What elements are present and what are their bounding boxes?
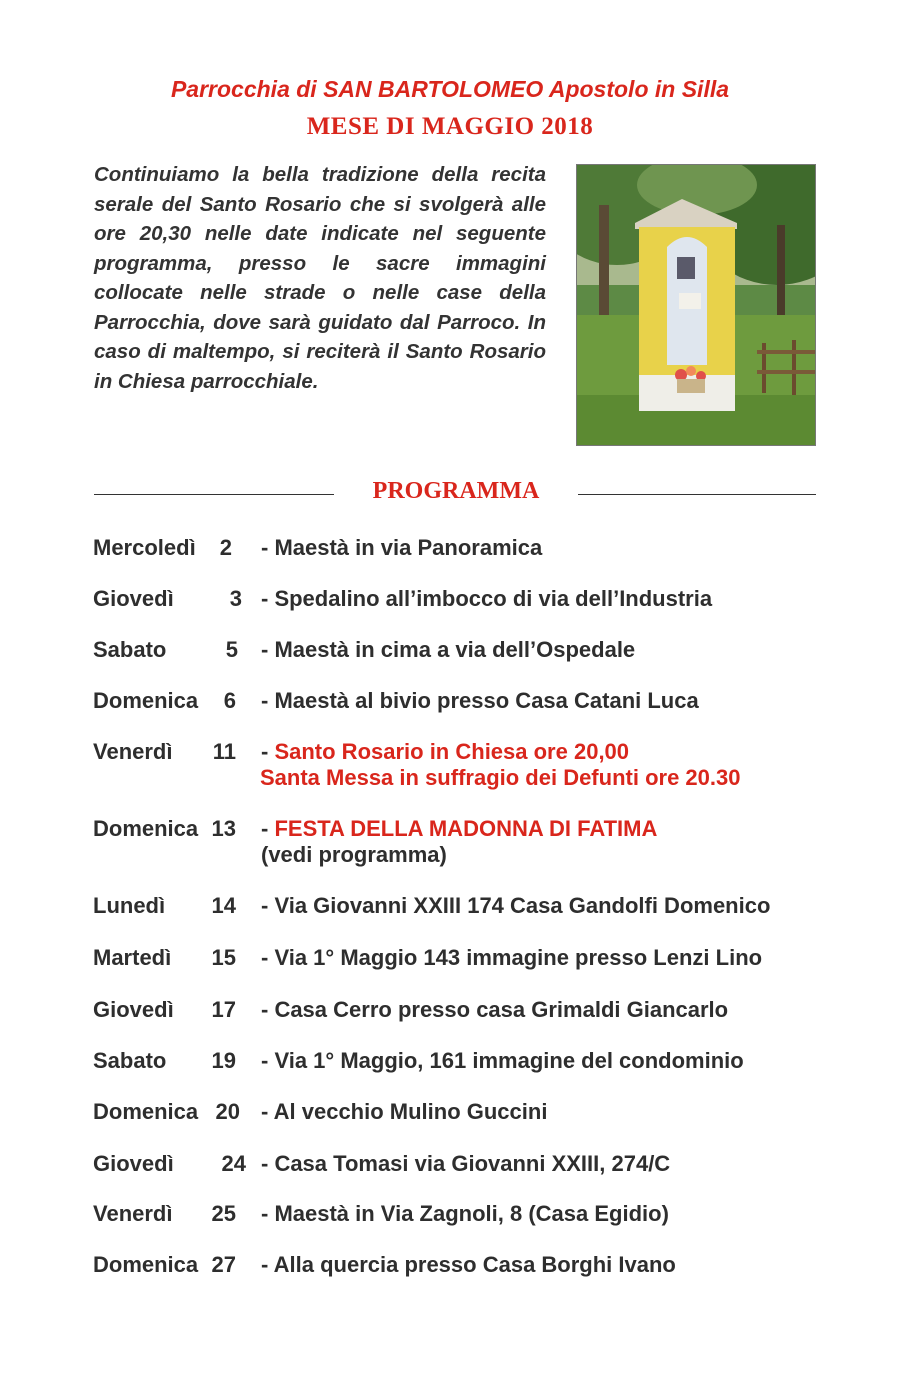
divider-right <box>578 494 816 495</box>
schedule-day: Giovedì <box>93 586 174 611</box>
schedule-date: 20 <box>215 1099 240 1124</box>
schedule-date: 24 <box>221 1151 246 1176</box>
schedule-day: Domenica <box>93 1252 199 1277</box>
schedule-day: Giovedì <box>93 1151 174 1176</box>
schedule-date: 2 <box>219 535 232 560</box>
schedule-date: 5 <box>225 637 238 662</box>
schedule-day: Martedì <box>93 945 172 970</box>
schedule-location: - Alla quercia presso Casa Borghi Ivano <box>261 1252 676 1277</box>
schedule-second-line: Santa Messa in suffragio dei Defunti ore 20.30 <box>260 765 741 790</box>
schedule-day: Lunedì <box>93 893 166 918</box>
schedule-date: 6 <box>223 688 236 713</box>
schedule-second-line: (vedi programma) <box>261 842 447 867</box>
schedule-date: 14 <box>211 893 236 918</box>
schedule-highlight: FESTA DELLA MADONNA DI FATIMA <box>274 816 658 841</box>
schedule-location: - Via 1° Maggio, 161 immagine del condominio <box>261 1048 744 1073</box>
schedule-day: Sabato <box>93 1048 167 1073</box>
schedule-location <box>261 815 657 843</box>
schedule-day: Venerdì <box>93 1201 173 1226</box>
schedule-location: - Via 1° Maggio 143 immagine presso Lenzi Lino <box>261 945 763 970</box>
divider-left <box>94 494 334 495</box>
parish-name: Parrocchia di SAN BARTOLOMEO Apostolo in Silla <box>170 76 730 102</box>
schedule-highlight: Santo Rosario in Chiesa ore 20,00 <box>274 739 630 764</box>
schedule-day: Sabato <box>93 637 167 662</box>
schedule-date: 25 <box>211 1201 236 1226</box>
schedule-location: - Spedalino all’imbocco di via dell’Industria <box>261 586 713 611</box>
schedule-location: - Maestà in via Panoramica <box>261 535 543 560</box>
schedule-date: 15 <box>211 945 236 970</box>
schedule-date: 17 <box>211 997 236 1022</box>
shrine-photo <box>576 164 816 446</box>
schedule-date: 27 <box>211 1252 236 1277</box>
schedule-location: - Maestà al bivio presso Casa Catani Luca <box>261 688 699 713</box>
schedule-dash: - <box>261 739 275 764</box>
schedule-day: Mercoledì <box>93 535 196 560</box>
schedule-location: - Al vecchio Mulino Guccini <box>261 1099 548 1124</box>
schedule-location: - Casa Tomasi via Giovanni XXIII, 274/C <box>261 1151 671 1176</box>
schedule-location: - Maestà in cima a via dell’Ospedale <box>261 637 636 662</box>
schedule-location <box>261 738 629 766</box>
schedule-location: - Via Giovanni XXIII 174 Casa Gandolfi Domenico <box>261 893 771 918</box>
schedule-date: 3 <box>229 586 242 611</box>
schedule-day: Venerdì <box>93 739 173 764</box>
schedule-day: Domenica <box>93 1099 199 1124</box>
schedule-date: 13 <box>211 816 236 841</box>
month-title: MESE DI MAGGIO 2018 <box>306 113 594 140</box>
schedule-day: Domenica <box>93 688 199 713</box>
schedule-day: Giovedì <box>93 997 174 1022</box>
schedule-date: 19 <box>211 1048 236 1073</box>
schedule-dash: - <box>261 816 275 841</box>
schedule-location: - Maestà in Via Zagnoli, 8 (Casa Egidio) <box>261 1201 669 1226</box>
program-title: PROGRAMMA <box>372 478 540 504</box>
intro-paragraph: Continuiamo la bella tradizione della recita serale del Santo Rosario che si svolgerà alle ore 20,30 nelle date indicate nel seguente programma, presso le sacre immagini collocate nelle strade o nelle case della Parrocchia, dove sarà guidato dal Parroco. In caso di maltempo, si reciterà il Santo Rosario in Chiesa parrocchiale. <box>94 163 546 393</box>
schedule-day: Domenica <box>93 816 199 841</box>
schedule-location: - Casa Cerro presso casa Grimaldi Giancarlo <box>261 997 729 1022</box>
schedule-date: 11 <box>212 739 236 764</box>
